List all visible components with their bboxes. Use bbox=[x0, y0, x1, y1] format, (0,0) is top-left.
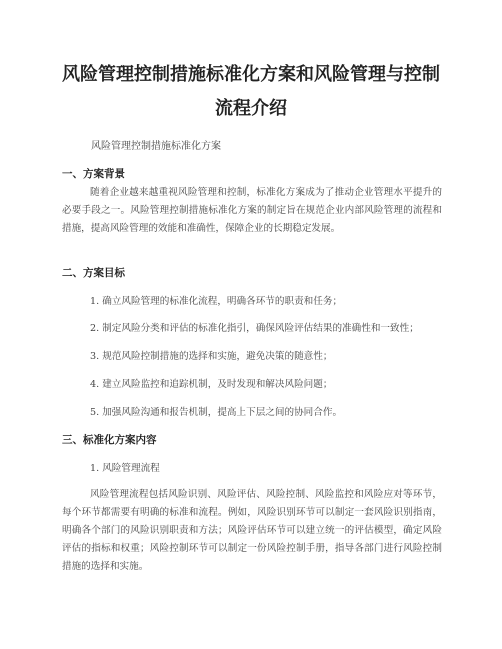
document-title: 风险管理控制措施标准化方案和风险管理与控制流程介绍 bbox=[62, 64, 440, 119]
goal-item: 5. 加强风险沟通和报告机制，提高上下层之间的协同合作。 bbox=[90, 407, 343, 418]
goal-item: 4. 建立风险监控和追踪机制，及时发现和解决风险问题； bbox=[90, 379, 333, 390]
goal-item: 3. 规范风险控制措施的选择和实施，避免决策的随意性； bbox=[90, 351, 333, 362]
section-paragraph-content: 风险管理流程包括风险识别、风险评估、风险控制、风险监控和风险应对等环节，每个环节都需要有明确的标准和流程。例如，风险识别环节可以制定一套风险识别指南，明确各个部门的风险识别职责和方法；风险评估环节可以建立统一的评估模型，确定风险评估的指标和权重；风险控制环节可以制定一份风险控制手册，指导各部门进行风险控制措施的选择和实施。 bbox=[62, 489, 442, 572]
goal-item: 2. 制定风险分类和评估的标准化指引，确保风险评估结果的准确性和一致性； bbox=[90, 323, 419, 334]
document-subtitle: 风险管理控制措施标准化方案 bbox=[91, 141, 221, 152]
content-item: 1. 风险管理流程 bbox=[90, 463, 160, 474]
section-heading-goals: 二、方案目标 bbox=[62, 267, 125, 279]
section-heading-content: 三、标准化方案内容 bbox=[62, 434, 157, 446]
section-heading-background: 一、方案背景 bbox=[62, 168, 125, 180]
section-paragraph-background: 随着企业越来越重视风险管理和控制，标准化方案成为了推动企业管理水平提升的必要手段之一。风险管理控制措施标准化方案的制定旨在规范企业内部风险管理的流程和措施，提高风险管理的效能和准确性，保障企业的长期稳定发展。 bbox=[62, 187, 442, 234]
goal-item: 1. 确立风险管理的标准化流程，明确各环节的职责和任务； bbox=[90, 296, 343, 307]
